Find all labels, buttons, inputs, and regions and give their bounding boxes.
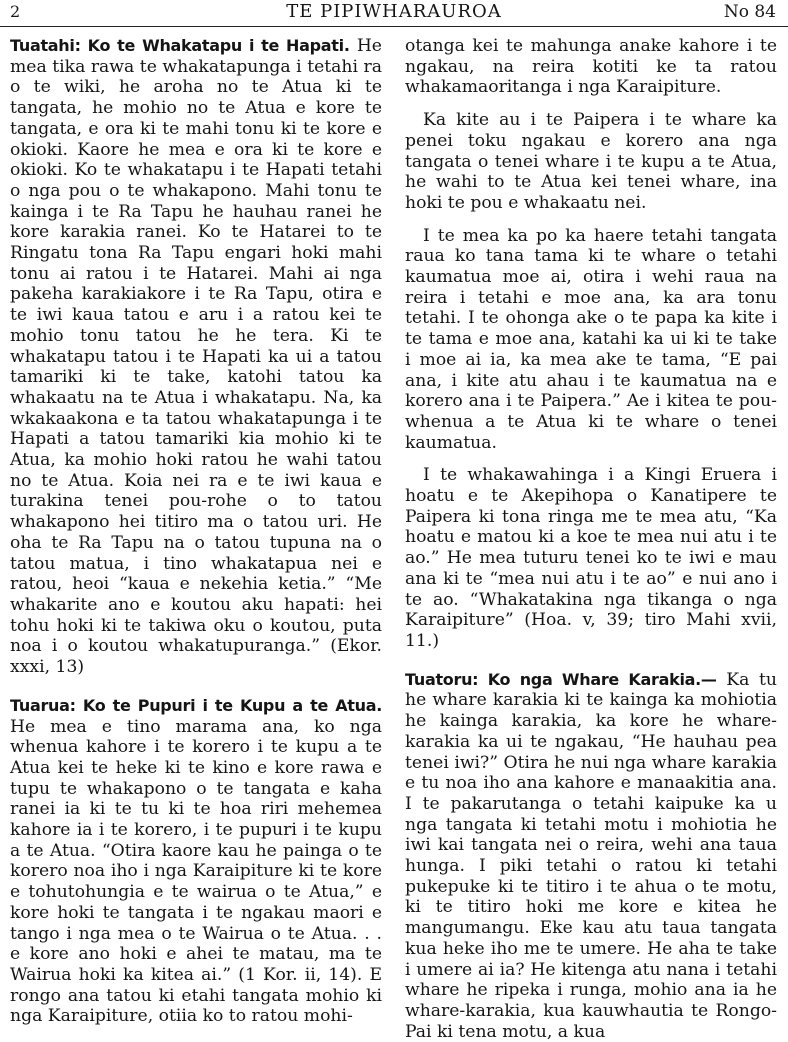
section-gap [10, 678, 382, 696]
section1-paragraph [10, 36, 382, 678]
right-paragraph-1: otanga kei te mahunga anake kahore i te ngakau, na reira kotiti ke ta ratou whakamaoritanga i nga Karaipiture. [405, 36, 777, 98]
right-paragraph-4: I te whakawahinga i a Kingi Eruera i hoatu e te Akepihopa o Kanatipere te Paipera ki tona ringa me te mea atu, “Ka hoatu e matou ki a koe te mea nui atu i te ao.” He mea tuturu tenei ko te iwi e mau ana ki te “mea nui atu i te ao” e nui ano i te ao. “Whakatakina nga tikanga o nga Karaipiture” (Hoa. v, 39; tiro Mahi xvii, 11.) [405, 465, 777, 651]
page-number: 2 [10, 2, 21, 21]
issue-number: No 84 [723, 2, 776, 22]
right-paragraph-2: Ka kite au i te Paipera i te whare ka penei toku ngakau e korero ana nga tangata o tenei whare i te kupu a te Atua, he wahi to te Atua kei tenei whare, ina hoki te pou e whakaatu nei. [405, 110, 777, 213]
right-column [405, 36, 777, 1042]
section-gap [405, 652, 777, 670]
left-column [10, 36, 382, 1027]
section1-text: He mea tika rawa te whakatapunga i tetahi ra o te wiki, he aroha no te Atua ki te tangata, he mohio no te Atua e kore te tangata, e ora ki te mahi tonu ki te kore e okioki. Kaore he mea e ora ki te kore e okioki. Ko te whakatapu i te Hapati tetahi o nga pou o te whakapono. Mahi tonu te kainga i te Ra Tapu he hauhau ranei he kore karakia ranei. Ko te Hatarei to te Ringatu tona Ra Tapu engari hoki mahi tonu ai ratou i te Hatarei. Mahi ai nga pakeha karakiakore i te Ra Tapu, otira e te iwi kaua tatou e aru i a ratou kei te mohio tonu tatou he he tera. Ki te whakatapu tatou i te Hapati ka ui a tatou tamariki ki te take, katohi tatou ka whakaatu na te Atua i whakatapu. Na, ka wkakaakona e ta tatou whakatapunga i te Hapati a tatou tamariki kia mohio ki te Atua, ka mohio hoki ratou he wahi tatou no te Atua. Koia nei ra e te iwi kaua e turakina tenei pou-rohe o to tatou whakapono hei titiro ma o tatou uri. He oha te Ra Tapu na o tatou tupuna na o tatou matua, i tino whakatapua nei e ratou, heoi “kaua e nekehia ketia.” “Me whakarite ano e koutou aku hapati: hei tohu hoki ki te takiwa oku o koutou, puta noa i o koutou whakatupuranga.” (Ekor. xxxi, 13) [10, 36, 382, 678]
section2-text: He mea e tino marama ana, ko nga whenua kahore i te korero i te kupu a te Atua kei te heke ki te kino e kore rawa e tupu te whakapono o te tangata e kaha ranei ia ki te tu ki te hoa riri mehemea kahore ia i te korero, i te pupuri i te kupu a te Atua. “Otira kaore kau he painga o te korero noa iho i nga Karaipiture ki te kore e tohutohungia e te wairua o te Atua,” e kore hoki te tangata i te ngakau maori e tango i nga mea o te Wairua o te Atua. . . e kore ano hoki e ahei te matau, ma te Wairua hoki ka kitea ai.” (1 Kor. ii, 14). E rongo ana tatou ki etahi tangata mohio ki nga Karaipiture, otiia ko to ratou mohi- [10, 716, 382, 1027]
newspaper-title: TE PIPIWHARAUROA [286, 1, 502, 22]
section3-text: Ka tu he whare karakia ki te kainga ka mohiotia he kainga karakia, ka kore he whare-karakia ka ui te ngakau, “He hauhau pea tenei iwi?” Otira he nui nga whare karakia e tu noa iho ana kahore e manaakitia ana. I te pakarutanga o tetahi kaipuke ka u nga tangata ki tetahi motu i mohiotia he iwi kai tangata nei o reira, wehi ana taua hunga. I piki tetahi o ratou ki tetahi pukepuke ki te titiro i te ahua o te motu, ki te titiro hoki me kore e kitea he mangumangu. Eke kau atu taua tangata kua heke iho me te umere. He aha te take i umere ai ia? He kitenga atu nana i tetahi whare he ripeka i runga, mohio ana ia he whare-karakia, kua kauwhautia te Rongo-Pai ki tena motu, a kua [405, 669, 777, 1042]
section2-paragraph [10, 696, 382, 1027]
right-paragraph-3: I te mea ka po ka haere tetahi tangata raua ko tana tama ki te whare o tetahi kaumatua moe ai, otira i wehi raua na reira i tetahi e moe ana, ka ara tonu tetahi. I te ohonga ake o te papa ka kite i te tama e moe ana, katahi ka ui ki te take i moe ai ia, ka mea ake te tama, “E pai ana, i kite atu ahau i te kaumatua na e korero ana i te Paipera.” Ae i kitea te pou-whenua a te Atua ki te whare o tenei kaumatua. [405, 225, 777, 453]
section3-paragraph [405, 670, 777, 1042]
section2-heading: Tuarua: Ko te Pupuri i te Kupu a te Atua. [10, 695, 382, 715]
section3-heading: Tuatoru: Ko nga Whare Karakia.— [405, 669, 717, 689]
section1-heading: Tuatahi: Ko te Whakatapu i te Hapati. [10, 36, 350, 55]
page-header [0, 0, 788, 27]
